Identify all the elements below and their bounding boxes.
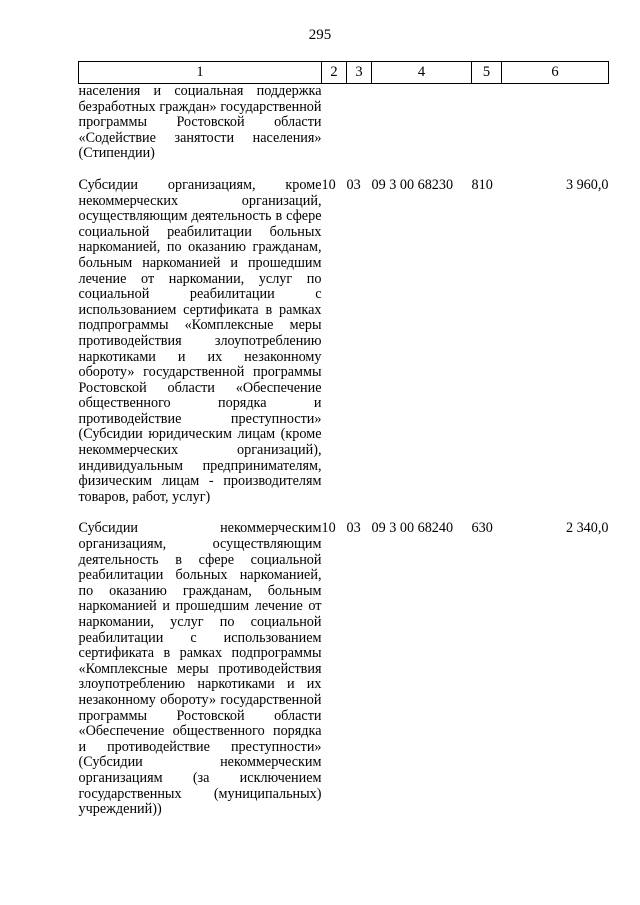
row-subsection-code: 03 bbox=[346, 520, 361, 537]
table-row bbox=[79, 84, 609, 178]
row-expense-type bbox=[472, 84, 502, 178]
row-section-code: 10 bbox=[321, 176, 336, 193]
header-col-6: 6 bbox=[502, 62, 609, 84]
row-description: Субсидии организациям, кроме некоммерческих организаций, осуществляющим деятельность в сфере социальной реабилитации больных наркоманией, по оказанию гражданам, больным наркоманией и прошедшим лечение от наркомании, услуг по социальной реабилитации с использованием сертификата в рамках подпрограммы «Комплексные меры противодействия злоупотреблению наркотиками и их незаконному обороту» государственной программы Ростовской области «Обеспечение общественного порядка и противодействие преступности» (Субсидии юридическим лицам (кроме некоммерческих организаций), индивидуальным предпринимателям, физическим лицам - производителям товаров, работ, услуг) bbox=[78, 176, 322, 505]
header-row bbox=[79, 62, 609, 84]
row-section-code bbox=[322, 84, 347, 178]
table-row bbox=[79, 521, 609, 833]
header-col-2: 2 bbox=[322, 62, 347, 84]
header-col-5: 5 bbox=[472, 62, 502, 84]
budget-table bbox=[78, 61, 609, 834]
row-description: населения и социальная поддержка безработных граждан» государственной программы Ростовской области «Содействие занятости населения» (Стипендии) bbox=[78, 83, 322, 162]
row-target-article: 09 3 00 68240 bbox=[371, 520, 454, 537]
row-target-article: 09 3 00 68230 bbox=[371, 176, 454, 193]
table-header bbox=[79, 62, 609, 84]
row-expense-type: 810 bbox=[471, 176, 493, 193]
row-subsection-code bbox=[347, 84, 372, 178]
header-col-3: 3 bbox=[347, 62, 372, 84]
row-amount bbox=[502, 84, 609, 178]
row-section-code: 10 bbox=[321, 520, 336, 537]
header-col-4: 4 bbox=[372, 62, 472, 84]
row-subsection-code: 03 bbox=[346, 176, 361, 193]
table-body bbox=[79, 84, 609, 834]
row-expense-type: 630 bbox=[471, 520, 493, 537]
row-amount: 3 960,0 bbox=[565, 176, 609, 193]
page-number: 295 bbox=[308, 27, 332, 43]
row-description: Субсидии некоммерческим организациям, осуществляющим деятельность в сфере социальной реабилитации больных наркоманией, по оказанию гражданам, больным наркоманией и прошедшим лечение от наркомании, услуг по социальной реабилитации с использованием сертификата в рамках подпрограммы «Комплексные меры противодействия злоупотреблению наркотиками и их незаконному обороту» государственной программы Ростовской области «Обеспечение общественного порядка и противодействие преступности» (Субсидии некоммерческим организациям (за исключением государственных (муниципальных) учреждений)) bbox=[78, 520, 322, 818]
row-amount: 2 340,0 bbox=[565, 520, 609, 537]
table-row bbox=[79, 178, 609, 521]
row-target-article bbox=[372, 84, 472, 178]
header-col-1: 1 bbox=[79, 62, 322, 84]
